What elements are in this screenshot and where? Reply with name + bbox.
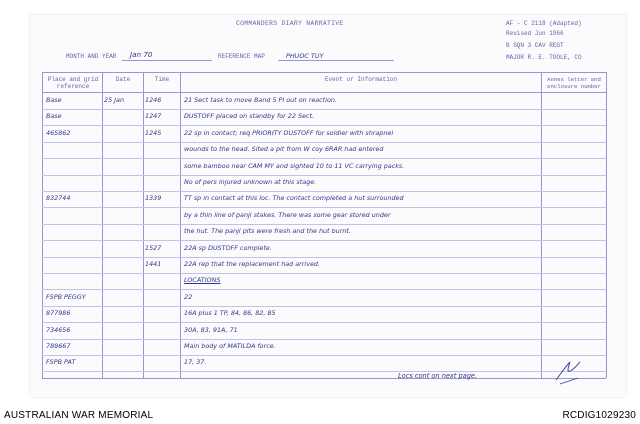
row-event: 22 sp in contact; req PRIORITY DUSTOFF for soldier with shrapnel [184,128,394,137]
row-event: 21 Sect task to move Band 5 Pl out on reaction. [184,96,337,104]
column-rule-left [42,72,43,378]
header-event: Event or Information [324,76,397,83]
row-place: 832744 [46,194,71,203]
row-time: 1339 [145,194,162,203]
row-event: Main body of MATILDA force. [184,342,276,350]
row-rule [42,240,606,241]
form-code: AF - C 2118 (Adapted) [506,20,582,27]
row-rule [42,339,606,340]
row-rule [42,289,606,290]
row-rule [42,371,606,372]
column-rule-annex [541,72,542,378]
unit-name: B SQN 3 CAV REGT [506,42,564,49]
footer-source: AUSTRALIAN WAR MEMORIAL [4,410,154,421]
row-place: Base [46,112,62,121]
row-rule [42,142,606,143]
row-rule [42,125,606,126]
row-event: the hut. The panji pits were fresh and the hut burnt. [184,227,351,236]
row-rule [42,306,606,307]
commander-name: MAJOR R. E. TOOLE, CO [506,54,582,61]
header-time: Time [154,76,170,83]
row-place: Base [46,96,62,104]
row-rule [42,257,606,258]
row-event: No of pers injured unknown at this stage. [184,178,317,186]
table-top-rule [42,72,606,73]
row-event: DUSTOFF placed on standby for 22 Sect. [184,112,314,121]
row-event: 22A rep that the replacement had arrived. [184,260,321,268]
column-rule-date [102,72,103,378]
row-event: TT sp in contact at this loc. The contact completed a hut surrounded [184,194,404,203]
row-event: some bamboo near CAM MY and sighted 10 to 11 VC carrying packs. [184,161,405,170]
month-year-value: Jan 70 [130,50,153,59]
row-event: 16A plus 1 TP, 84, 86, 82, 85 [184,309,276,318]
signature-initials [552,358,584,388]
month-year-underline [122,60,212,61]
column-rule-event [180,72,181,378]
row-event: 17, 37. [184,358,207,367]
column-rule-time [143,72,144,378]
row-rule [42,175,606,176]
row-event: by a thin line of panji stakes. There was some gear stored under [184,210,391,219]
row-time: 1441 [145,260,162,268]
row-time: 1246 [145,96,162,104]
row-place: 789667 [46,342,71,350]
row-place: FSPB PAT [46,358,76,367]
row-rule [42,109,606,110]
row-rule [42,158,606,159]
row-place: 465862 [46,128,71,137]
row-event: wounds to the head. Sited a pit from W coy 6RAR had entered [184,145,384,154]
row-rule [42,322,606,323]
row-place: FSPB PEGGY [46,292,86,301]
row-event: 22 [184,292,193,301]
row-rule [42,273,606,274]
form-revised: Revised Jun 1966 [506,30,564,37]
row-time: 1527 [145,243,162,252]
month-year-label: MONTH AND YEAR [66,53,117,60]
continuation-note: Locs cont on next page. [398,372,478,380]
reference-map-underline [278,60,394,61]
table-bottom-rule [42,378,606,379]
table-header-rule [42,92,606,93]
footer-record-id: RCDIG1029230 [562,410,636,421]
reference-map-value: PHUOC TUY [286,52,324,60]
row-time: 1247 [145,112,162,121]
reference-map-label: REFERENCE MAP [218,53,265,60]
row-rule [42,207,606,208]
header-place: Place and grid reference [47,76,99,90]
row-rule [42,224,606,225]
row-rule [42,191,606,192]
column-rule-right [606,72,607,378]
header-annex: Annex letter and enclosure number [547,76,601,90]
row-event: LOCATIONS [184,276,221,285]
header-date: Date [115,76,131,83]
row-event: 22A sp DUSTOFF complete. [184,243,272,252]
row-event: 30A, 83, 91A, 71 [184,325,238,334]
row-place: 877986 [46,309,71,318]
row-date: 25 Jan [104,96,125,104]
row-time: 1245 [145,128,162,137]
form-title: COMMANDERS DIARY NARRATIVE [236,20,344,27]
row-place: 734656 [46,325,71,334]
row-rule [42,355,606,356]
